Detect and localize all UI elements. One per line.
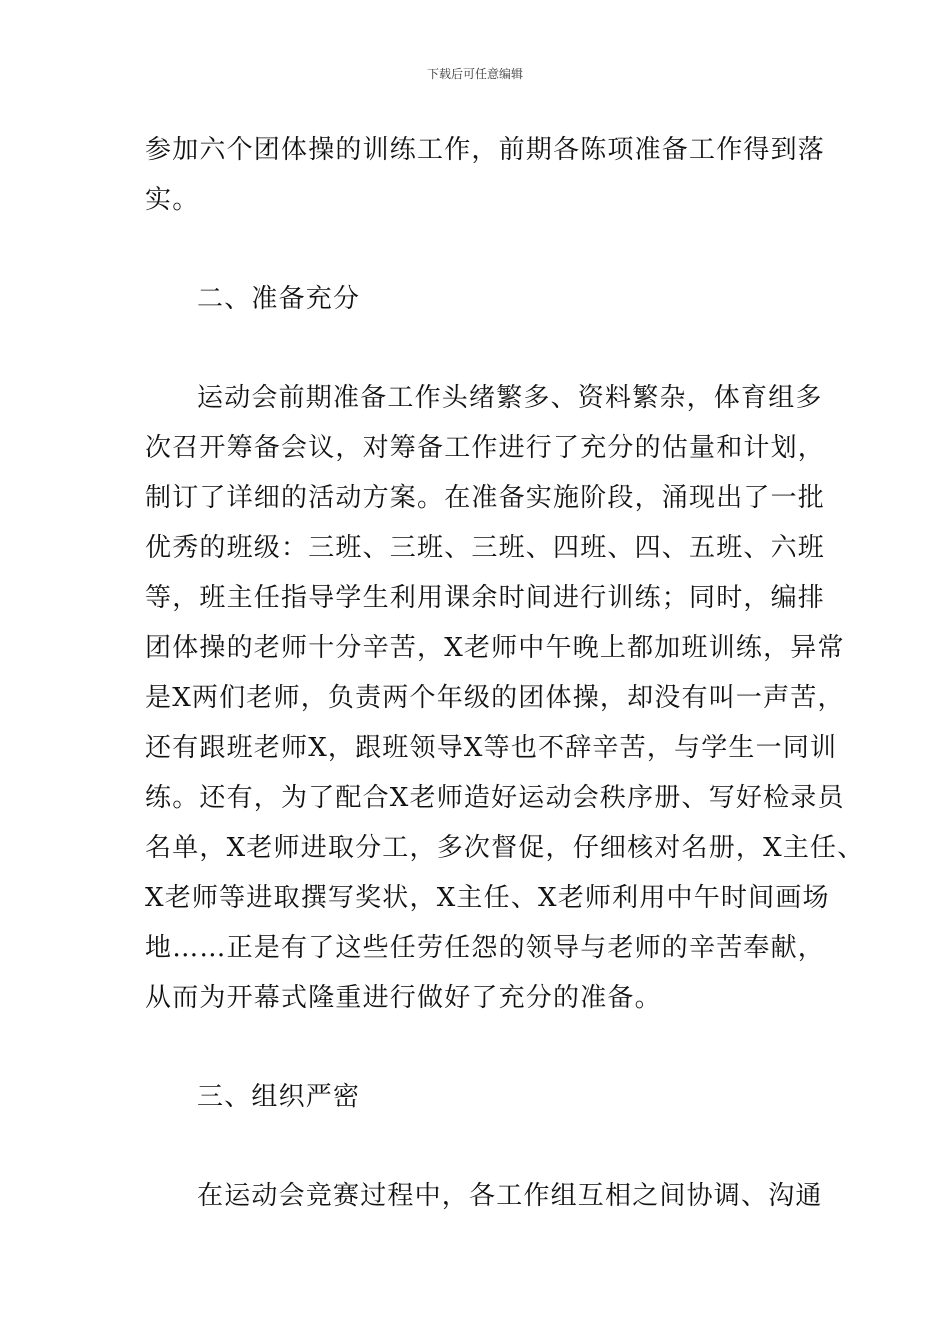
paragraph-line: 团体操的老师十分辛苦，X老师中午晚上都加班训练，异常 (145, 633, 845, 663)
section-heading-2: 二、准备充分 (197, 284, 361, 314)
paragraph-line: 在运动会竞赛过程中，各工作组互相之间协调、沟通 (197, 1181, 823, 1211)
section-heading-3: 三、组织严密 (197, 1082, 361, 1112)
paragraph-line: 从而为开幕式隆重进行做好了充分的准备。 (145, 983, 662, 1013)
paragraph-line: 地……正是有了这些任劳任怨的领导与老师的辛苦奉献， (145, 933, 826, 963)
paragraph-line: 运动会前期准备工作头绪繁多、资料繁杂，体育组多 (197, 383, 823, 413)
paragraph-line: 是X两们老师，负责两个年级的团体操，却没有叫一声苦， (145, 683, 845, 713)
paragraph-line: 名单，X老师进取分工，多次督促，仔细核对名册，X主任、 (145, 833, 865, 863)
paragraph-line: 还有跟班老师X，跟班领导X等也不辞辛苦，与学生一同训 (145, 733, 838, 763)
paragraph-line: 优秀的班级：三班、三班、三班、四班、四、五班、六班 (145, 533, 826, 563)
paragraph-line: 实。 (145, 185, 200, 215)
paragraph-line: 制订了详细的活动方案。在准备实施阶段，涌现出了一批 (145, 483, 826, 513)
paragraph-line: 练。还有，为了配合X老师造好运动会秩序册、写好检录员 (145, 783, 845, 813)
page-header-note: 下载后可任意编辑 (426, 67, 523, 81)
paragraph-line: X老师等进取撰写奖状，X主任、X老师利用中午时间画场 (145, 883, 830, 913)
paragraph-line: 参加六个团体操的训练工作，前期各陈项准备工作得到落 (145, 135, 826, 165)
paragraph-line: 等，班主任指导学生利用课余时间进行训练；同时，编排 (145, 583, 826, 613)
paragraph-line: 次召开筹备会议，对筹备工作进行了充分的估量和计划， (145, 433, 826, 463)
